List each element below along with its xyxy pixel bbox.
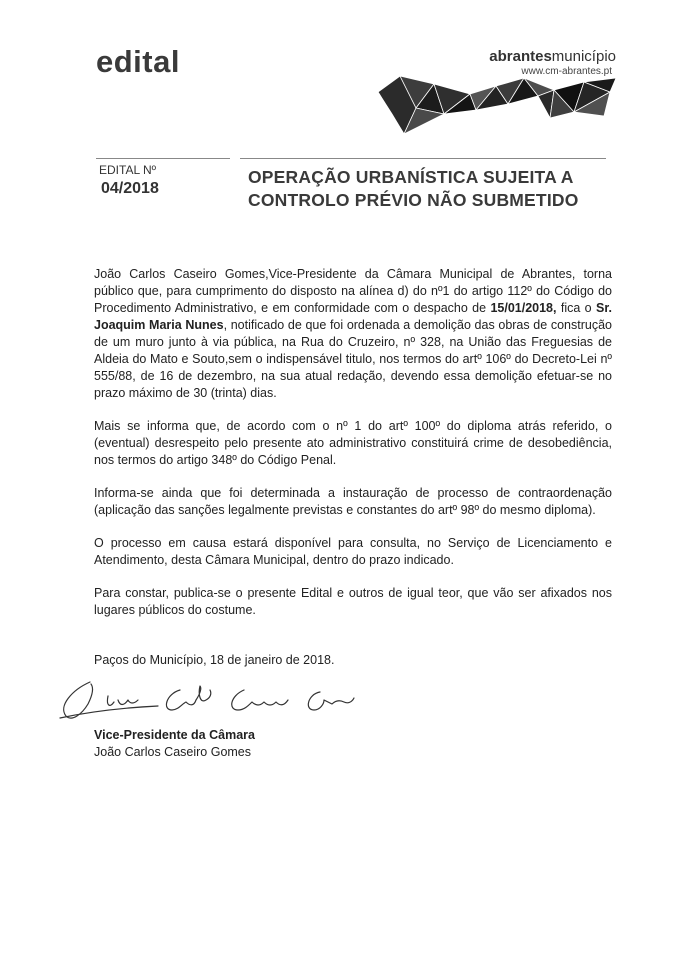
paragraph-1-part-c: , notificado de que foi ordenada a demolição das obras de construção de um muro junto à via pública, na Rua do Cruzeiro, nº 328, na União das Freguesias de Aldeia do Mato e Souto,sem o indispensável titulo, nos termos do artº 106º do Decreto-Lei nº 555/88, de 16 de dezembro, na sua atual redação, devendo essa demolição efetuar-se no prazo máximo de 30 (trinta) dias. xyxy=(94,318,612,400)
signer-role: Vice-Presidente da Câmara xyxy=(94,728,255,742)
paragraph-3: Informa-se ainda que foi determinada a instauração de processo de contraordenação (aplicação das sanções legalmente previstas e constantes do artº 98º do mesmo diploma). xyxy=(94,486,612,517)
edital-number-label: EDITAL Nº xyxy=(99,163,157,177)
paragraph-5: Para constar, publica-se o presente Edital e outros de igual teor, que vão ser afixados nos lugares públicos do costume. xyxy=(94,586,612,617)
notice-title: OPERAÇÃO URBANÍSTICA SUJEITA A CONTROLO PRÉVIO NÃO SUBMETIDO xyxy=(248,167,579,210)
brand-name-bold: abrantes xyxy=(489,48,552,65)
notified-person-name: Sr. Joaquim Maria Nunes xyxy=(94,301,612,332)
dispatch-date: 15/01/2018, xyxy=(490,301,557,315)
brand-wordmark xyxy=(476,48,616,65)
paragraph-1-part-b: fica o xyxy=(556,301,596,315)
paragraph-4: O processo em causa estará disponível para consulta, no Serviço de Licenciamento e Atendimento, desta Câmara Municipal, dentro do prazo indicado. xyxy=(94,536,612,567)
signer-name: João Carlos Caseiro Gomes xyxy=(94,745,252,759)
paragraph-1 xyxy=(94,266,612,402)
rule-right xyxy=(240,158,606,159)
paragraph-1-part-a: João Carlos Caseiro Gomes,Vice-Presidente da Câmara Municipal de Abrantes, torna público que, para cumprimento do disposto na alínea d) do nº1 do artigo 112º do Código do Procedimento Administrativo, e em conformidade com o despacho de xyxy=(94,267,612,315)
handwritten-signature xyxy=(58,676,358,726)
municipality-logo-icon xyxy=(378,74,628,140)
edital-number: 04/2018 xyxy=(101,180,159,197)
brand-url: www.cm-abrantes.pt xyxy=(521,66,612,77)
brand-name-light: município xyxy=(551,48,616,65)
place-and-date: Paços do Município, 18 de janeiro de 2018. xyxy=(94,653,335,667)
document-type-heading: edital xyxy=(96,44,180,79)
rule-left xyxy=(96,158,230,159)
paragraph-2: Mais se informa que, de acordo com o nº 1 do artº 100º do diploma atrás referido, o (eventual) desrespeito pelo presente ato administrativo constituirá crime de desobediência, nos termos do artigo 348º do Código Penal. xyxy=(94,419,612,467)
